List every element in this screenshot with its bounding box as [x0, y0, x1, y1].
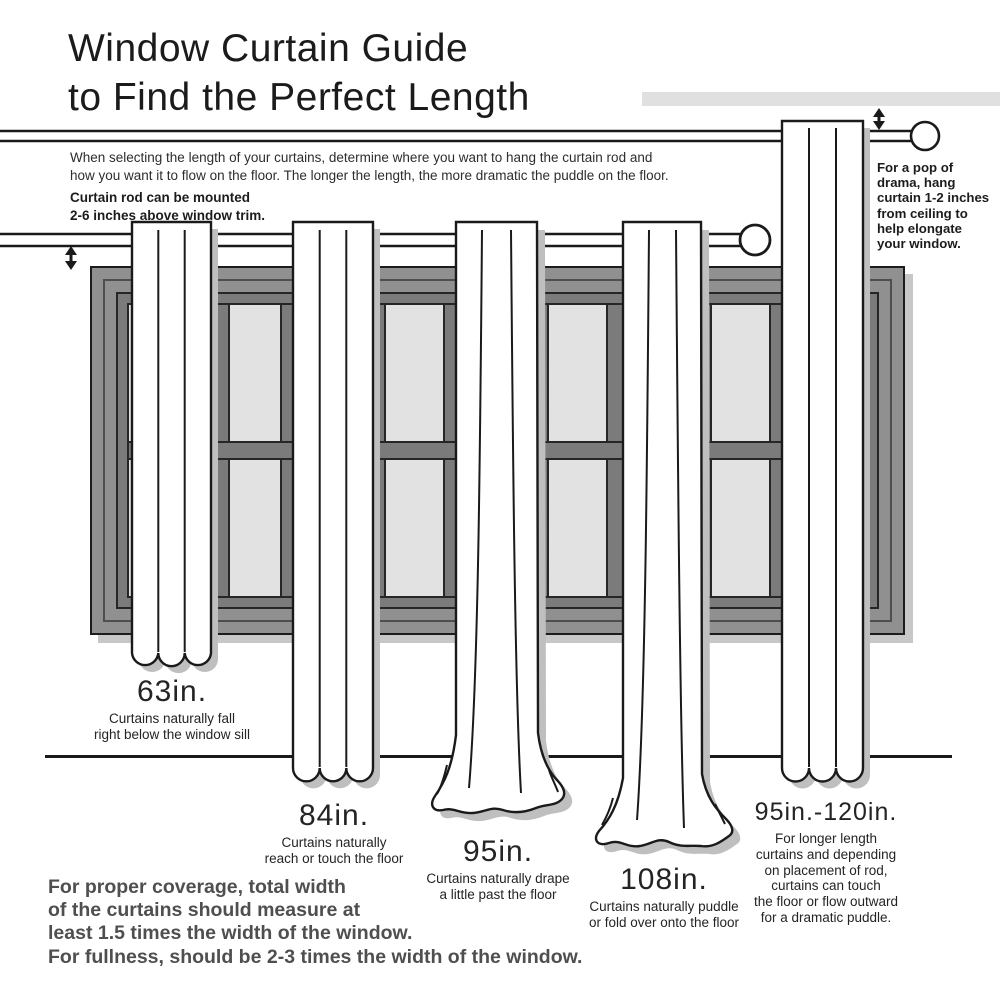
length-desc-line: for a dramatic puddle.: [760, 909, 892, 925]
page-title-line2: to Find the Perfect Length: [68, 76, 530, 119]
length-desc-line: Curtains naturally drape: [426, 871, 570, 886]
width-guidance-line: of the curtains should measure at: [48, 899, 361, 922]
rod-mount-note-line: Curtain rod can be mounted: [70, 190, 251, 205]
length-desc-line: a little past the floor: [439, 886, 557, 902]
ceiling-hang-note-line: For a pop of: [877, 160, 954, 175]
double-arrow-icon: [65, 246, 77, 270]
intro-paragraph: [70, 149, 669, 184]
length-desc-line: Curtains naturally fall: [108, 711, 236, 726]
rod-finial-icon: [911, 122, 939, 150]
length-desc-line: right below the window sill: [93, 726, 251, 742]
length-desc-line: Curtains naturally puddle: [589, 899, 739, 914]
width-guidance-line: For proper coverage, total width: [48, 876, 346, 898]
ceiling-hang-note-line: from ceiling to: [877, 205, 968, 221]
length-desc-line: or fold over onto the floor: [588, 914, 740, 930]
intro-line: how you want it to flow on the floor. The longer the length, the more dramatic the puddle on the floor.: [70, 167, 669, 183]
length-value: 95in.: [462, 835, 534, 868]
label-95in-120in: [726, 796, 926, 926]
high-curtain-rod: [0, 122, 939, 150]
page-title-line1: Window Curtain Guide: [68, 27, 469, 70]
double-arrow-icon: [873, 108, 885, 130]
intro-line: When selecting the length of your curtains, determine where you want to hang the curtain rod and: [70, 150, 653, 165]
length-desc-line: reach or touch the floor: [264, 850, 404, 866]
ceiling-line: [642, 92, 1000, 106]
length-value: 95in.-120in.: [754, 798, 898, 826]
length-desc-line: on placement of rod,: [764, 862, 888, 878]
ceiling-hang-note: [877, 160, 989, 251]
window-center-mullion: [129, 441, 866, 460]
ceiling-hang-note-line: your window.: [877, 236, 961, 252]
rod-mount-note-line: 2-6 inches above window trim.: [70, 207, 266, 223]
width-guidance-line: least 1.5 times the width of the window.: [48, 922, 413, 945]
ceiling-hang-note-line: drama, hang: [877, 175, 956, 191]
window-illustration: [90, 266, 905, 635]
label-63in: [72, 676, 272, 743]
length-value: 108in.: [620, 863, 708, 896]
rod-mount-note: [70, 189, 265, 224]
length-desc-line: Curtains naturally: [281, 835, 387, 850]
length-desc-line: curtains and depending: [755, 846, 897, 862]
window-curtain-rod: [0, 225, 770, 255]
length-desc-line: the floor or flow outward: [753, 894, 899, 910]
length-value: 84in.: [298, 799, 370, 832]
width-guidance-line: For fullness, should be 2-3 times the width of the window.: [48, 945, 583, 968]
length-desc-line: For longer length: [774, 831, 878, 846]
page-title: [68, 24, 530, 122]
length-value: 63in.: [136, 675, 208, 708]
width-guidance: [48, 876, 582, 969]
rod-finial-icon: [740, 225, 770, 255]
length-desc-line: curtains can touch: [771, 878, 881, 894]
window-panes: [127, 303, 868, 598]
ceiling-hang-note-line: curtain 1-2 inches: [877, 190, 990, 206]
ceiling-hang-note-line: help elongate: [877, 220, 962, 236]
floor-line: [45, 755, 952, 758]
